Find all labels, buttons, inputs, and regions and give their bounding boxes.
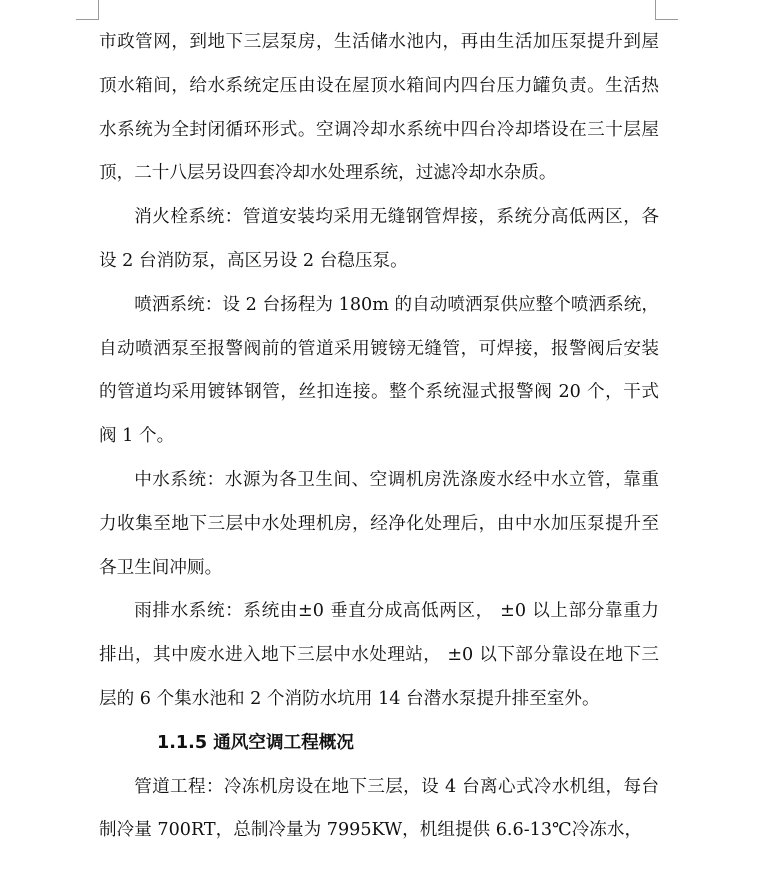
page-corner-mark-left bbox=[76, 0, 99, 20]
paragraph-reclaimed-water-system: 中水系统：水源为各卫生间、空调机房洗涤废水经中水立管，靠重力收集至地下三层中水处理机房，经净化处理后，由中水加压泵提升至各卫生间冲厕。 bbox=[99, 469, 659, 578]
paragraph-water-supply-continuation: 市政管网，到地下三层泵房，生活储水池内，再由生活加压泵提升到屋顶水箱间，给水系统定压由设在屋顶水箱间内四台压力罐负责。生活热水系统为全封闭循环形式。空调冷却水系统中四台冷却塔设在三十层屋顶，二十八层另设四套冷却水处理系统，过滤冷却水杂质。 bbox=[99, 32, 659, 184]
document-body bbox=[99, 21, 659, 853]
section-heading-hvac-overview: 1.1.5 通风空调工程概况 bbox=[157, 732, 354, 753]
paragraph-rainwater-drainage-system: 雨排水系统：系统由±0 垂直分成高低两区， ±0 以上部分靠重力排出，其中废水进入地下三层中水处理站， ±0 以下部分靠设在地下三层的 6 个集水池和 2 个消防水坑用 14 台潜水泵提升排至室外。 bbox=[99, 601, 659, 709]
paragraph-pipe-works: 管道工程：冷冻机房设在地下三层，设 4 台离心式冷水机组，每台制冷量 700RT，总制冷量为 7995KW，机组提供 6.6-13℃冷冻水， bbox=[99, 776, 659, 841]
paragraph-hydrant-system: 消火栓系统：管道安装均采用无缝钢管焊接，系统分高低两区，各设 2 台消防泵，高区另设 2 台稳压泵。 bbox=[99, 207, 659, 271]
paragraph-sprinkler-system: 喷洒系统：设 2 台扬程为 180m 的自动喷洒泵供应整个喷洒系统，自动喷洒泵至报警阀前的管道采用镀镑无缝管，可焊接，报警阀后安装的管道均采用镀钵钢管，丝扣连接。整个系统湿式报警阀 20 个，干式阀 1 个。 bbox=[99, 294, 659, 447]
page-corner-mark-right bbox=[655, 0, 678, 20]
